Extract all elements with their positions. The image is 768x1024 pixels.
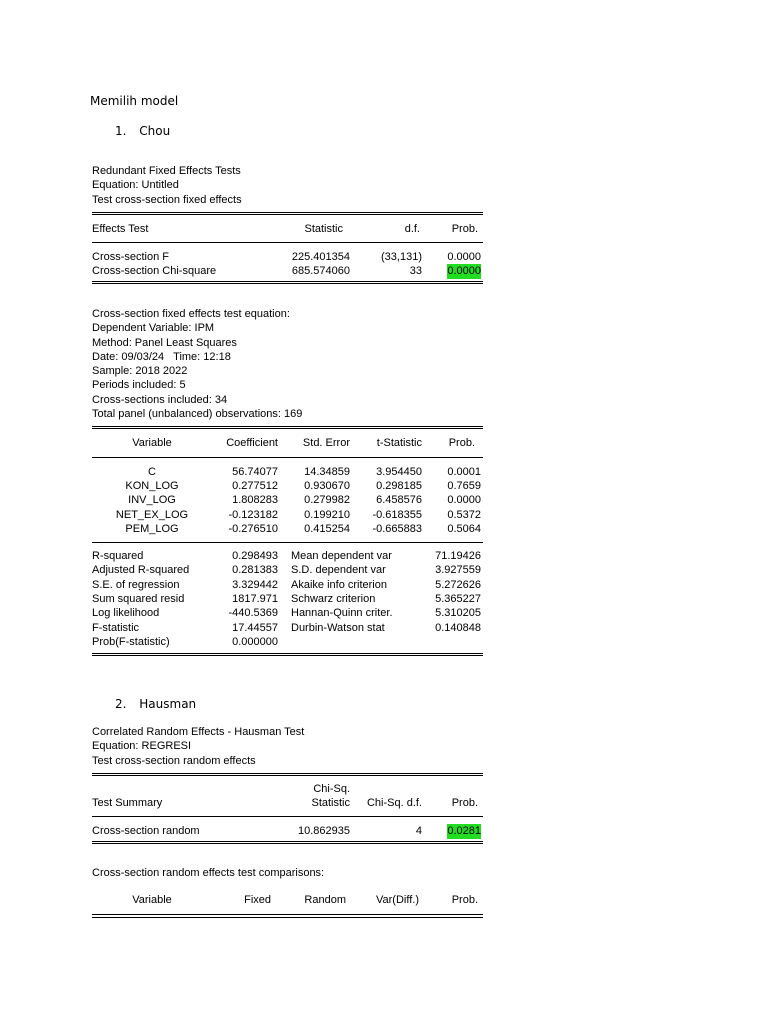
equation-header-line: Dependent Variable: IPM [92,322,215,335]
col-variable: Variable [132,894,172,907]
double-rule [92,773,483,776]
col-statistic: Statistic [311,797,350,810]
stat-value: -440.5369 [228,607,278,620]
chow-column-headers [92,222,483,236]
page-title: Memilih model [90,94,179,108]
chow-test-block [92,164,483,284]
chow-header-line: Redundant Fixed Effects Tests [92,165,241,177]
prob-value-highlighted: 0.0000 [447,265,481,278]
stat-label: S.D. dependent var [291,564,386,577]
stat-label: Durbin-Watson stat [291,621,385,634]
col-prob: Prob. [451,222,478,235]
chisq-df-value: 4 [415,825,422,838]
prob-value: 0.0000 [447,251,481,264]
stat-label: F-statistic [92,621,140,634]
stat-label: Prob(F-statistic) [92,635,170,648]
stat-row [92,549,483,563]
stat-label: S.E. of regression [92,578,180,591]
prob-value: 0.5372 [447,508,481,521]
stat-label: Akaike info criterion [291,578,387,591]
col-random: Random [304,894,346,907]
table-row [92,508,483,522]
hausman-header-line: Test cross-section random effects [92,754,256,767]
statistic-value: 685.574060 [291,265,350,278]
single-rule [92,917,483,918]
table-row [92,465,483,479]
test-summary-name: Cross-section random [92,825,200,838]
stat-value: 0.000000 [232,635,278,648]
single-rule [92,816,483,817]
t-statistic-value: 3.954450 [376,465,422,478]
col-df: d.f. [404,222,420,235]
double-rule [92,426,483,429]
stat-value: 71.19426 [435,550,481,563]
equation-header-line: Date: 09/03/24 Time: 12:18 [92,350,231,363]
std-error-value: 14.34859 [304,465,350,478]
coefficient-value: -0.123182 [228,508,278,521]
prob-value-highlighted: 0.0281 [447,825,481,838]
col-test-summary: Test Summary [92,797,163,810]
col-statistic: Statistic [304,222,343,235]
t-statistic-value: -0.665883 [372,522,422,535]
col-prob: Prob. [451,894,478,907]
variable-name: KON_LOG [125,479,179,492]
effects-test-name: Cross-section Chi-square [92,265,217,278]
table-row [92,250,483,264]
stat-value: 5.272626 [435,578,481,591]
stat-label: Schwarz criterion [291,593,376,606]
equation-header-line: Cross-section fixed effects test equation: [92,308,290,320]
chisq-statistic-value: 10.862935 [298,825,350,838]
section-heading-hausman [115,697,196,711]
section-number: 1. [115,124,127,138]
stat-value: 1817.971 [232,593,278,606]
hausman-column-headers-top [92,782,483,796]
equation-header-line: Method: Panel Least Squares [92,336,237,349]
hausman-test-block [92,725,483,844]
hausman-column-headers [92,796,483,810]
table-row [92,824,483,838]
col-chisq: Chi-Sq. [313,782,350,795]
std-error-value: 0.279982 [304,494,350,507]
double-rule [92,212,483,215]
std-error-value: 0.930670 [304,479,350,492]
coefficient-value: 56.74077 [232,465,278,478]
equation-header-line: Periods included: 5 [92,379,186,392]
table-row [92,264,483,278]
prob-value: 0.5064 [447,522,481,535]
coefficient-value: 1.808283 [232,494,278,507]
stat-row [92,578,483,592]
col-coefficient: Coefficient [226,437,278,450]
hausman-header-line: Correlated Random Effects - Hausman Test [92,726,305,738]
stat-value: 3.329442 [232,578,278,591]
stat-label: R-squared [92,550,144,563]
col-prob: Prob. [451,797,478,810]
equation-header-line: Total panel (unbalanced) observations: 169 [92,408,303,421]
stat-value: 3.927559 [435,564,481,577]
stat-row [92,635,483,649]
prob-value: 0.7659 [447,479,481,492]
double-rule [92,281,483,284]
t-statistic-value: -0.618355 [372,508,422,521]
variable-name: PEM_LOG [125,522,179,535]
stat-label: Log likelihood [92,607,160,620]
df-value: 33 [409,265,422,278]
stat-value: 0.298493 [232,550,278,563]
col-std-error: Std. Error [302,437,350,450]
fixed-effects-equation-block [92,307,483,656]
table-row [92,493,483,507]
chow-header-line: Test cross-section fixed effects [92,193,242,206]
col-var-diff: Var(Diff.) [376,894,419,907]
hausman-header-line: Equation: REGRESI [92,740,192,753]
t-statistic-value: 6.458576 [376,494,422,507]
prob-value: 0.0000 [447,494,481,507]
double-rule [92,653,483,656]
stat-label: Adjusted R-squared [92,564,190,577]
stat-label: Mean dependent var [291,550,392,563]
table-row [92,522,483,536]
stat-label: Hannan-Quinn criter. [291,607,393,620]
equation-header-line: Sample: 2018 2022 [92,365,188,378]
single-rule [92,542,483,543]
coefficient-value: -0.276510 [228,522,278,535]
equation-header-line: Cross-sections included: 34 [92,393,228,406]
t-statistic-value: 0.298185 [376,479,422,492]
col-t-statistic: t-Statistic [376,437,422,450]
stat-value: 5.310205 [435,607,481,620]
section-number: 2. [115,697,127,711]
df-value: (33,131) [381,251,422,264]
stat-value: 0.140848 [435,621,481,634]
stat-value: 5.365227 [435,593,481,606]
stat-value: 17.44557 [232,621,278,634]
section-title: Hausman [139,697,197,711]
coef-column-headers [92,436,483,450]
table-row [92,479,483,493]
stat-row [92,606,483,620]
std-error-value: 0.415254 [304,522,350,535]
std-error-value: 0.199210 [304,508,350,521]
col-variable: Variable [132,437,172,450]
stat-label: Sum squared resid [92,593,185,606]
col-fixed: Fixed [244,894,271,907]
col-effects-test: Effects Test [92,222,149,235]
statistic-value: 225.401354 [291,251,350,264]
section-heading-chou [115,124,170,138]
comparisons-column-headers [92,893,483,907]
comparisons-block [92,866,483,918]
stat-row [92,621,483,635]
comparisons-header: Cross-section random effects test comparisons: [92,867,325,879]
section-title: Chou [139,124,171,138]
chow-header-line: Equation: Untitled [92,179,179,192]
variable-name: NET_EX_LOG [115,508,189,521]
double-rule [92,841,483,844]
single-rule [92,242,483,243]
stat-row [92,592,483,606]
variable-name: INV_LOG [128,494,176,507]
single-rule [92,457,483,458]
col-chisq-df: Chi-Sq. d.f. [366,797,422,810]
effects-test-name: Cross-section F [92,251,170,264]
single-rule [92,914,483,915]
stat-row [92,563,483,577]
coefficient-value: 0.277512 [232,479,278,492]
stat-value: 0.281383 [232,564,278,577]
prob-value: 0.0001 [447,465,481,478]
variable-name: C [148,465,156,478]
col-prob: Prob. [448,437,475,450]
